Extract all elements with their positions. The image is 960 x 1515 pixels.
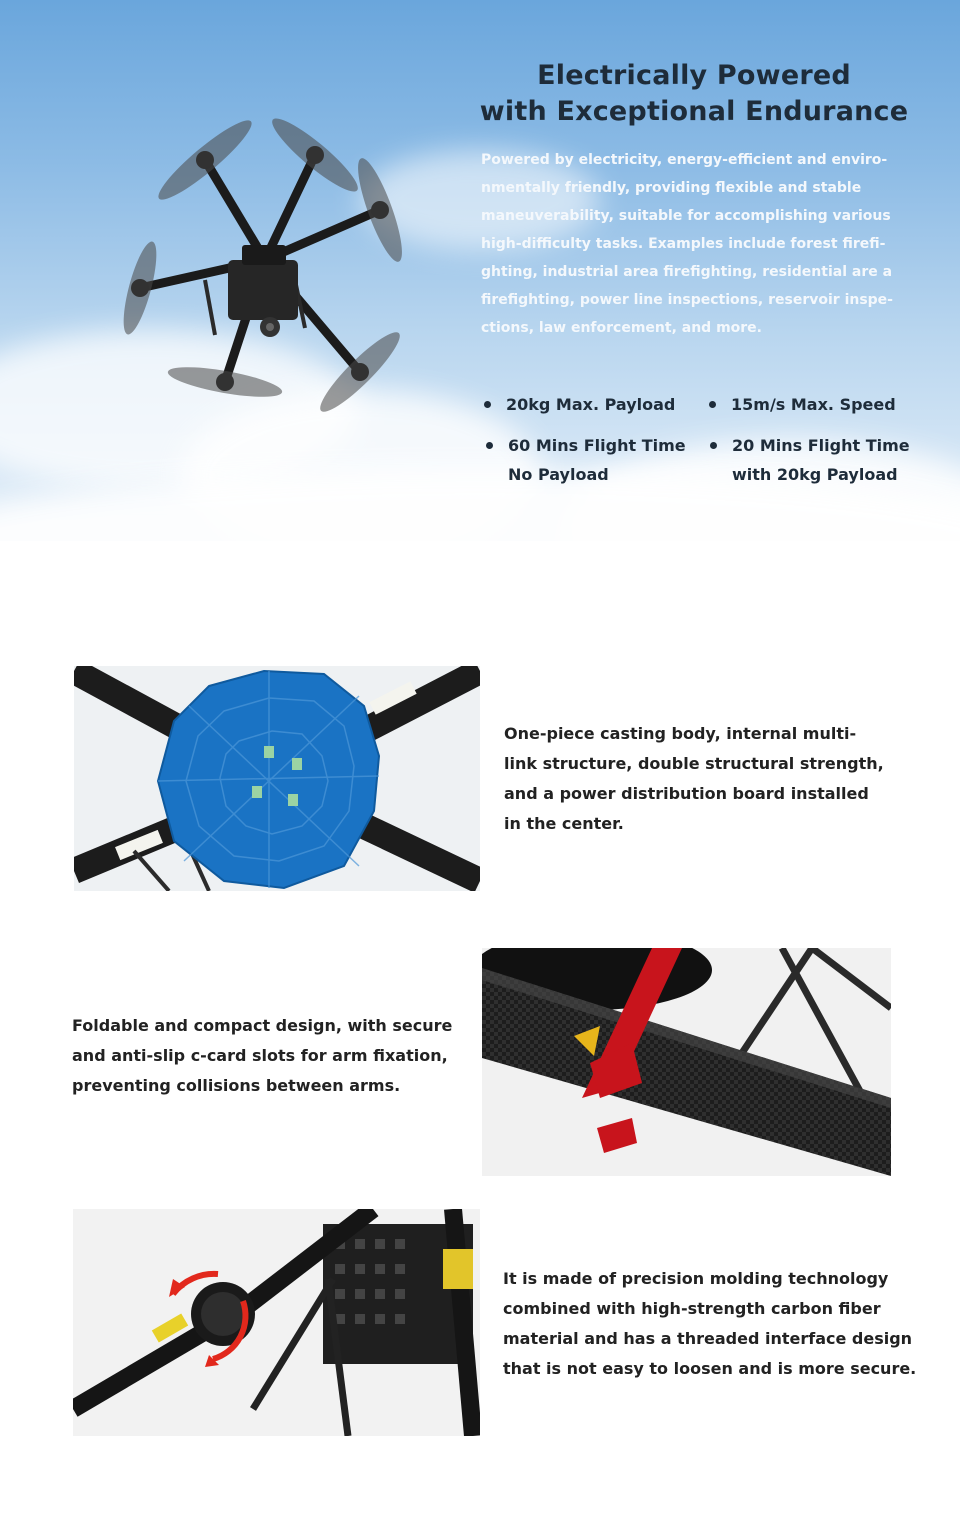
spec-text: No Payload <box>508 465 609 484</box>
spec-text: with 20kg Payload <box>732 465 898 484</box>
hero-description <box>481 146 921 342</box>
hero-description-line: nmentally friendly, providing flexible and stable <box>481 180 862 196</box>
hexacopter-drone-image <box>110 100 420 420</box>
hero-banner <box>0 0 960 541</box>
bullet-icon <box>486 442 493 449</box>
feature-1-text <box>504 719 884 839</box>
drone-center-body-image <box>74 666 480 891</box>
feature-line: It is made of precision molding technology <box>503 1269 889 1288</box>
feature-2-text <box>72 1011 452 1101</box>
carbon-arm-clip-image <box>482 948 891 1176</box>
spec-item-flight-time-with-payload <box>708 431 910 489</box>
feature-line: link structure, double structural strength, <box>504 754 884 773</box>
bullet-icon <box>710 442 717 449</box>
hero-title-line: Electrically Powered <box>537 60 851 91</box>
hero-description-line: ghting, industrial area firefighting, residential are a <box>481 264 893 280</box>
hero-title <box>474 58 914 130</box>
feature-line: in the center. <box>504 814 624 833</box>
hero-description-line: high-difficulty tasks. Examples include forest firefi- <box>481 236 886 252</box>
spec-text: 20kg Max. Payload <box>506 395 676 414</box>
bullet-icon <box>484 401 491 408</box>
feature-line: Foldable and compact design, with secure <box>72 1016 453 1035</box>
bullet-icon <box>709 401 716 408</box>
feature-line: One-piece casting body, internal multi- <box>504 724 857 743</box>
spec-item-flight-time-no-payload <box>484 431 686 489</box>
hero-description-line: ctions, law enforcement, and more. <box>481 320 762 336</box>
hero-description-line: maneuverability, suitable for accomplishing various <box>481 208 891 224</box>
threaded-arm-joint-image <box>73 1209 480 1436</box>
spec-text: 20 Mins Flight Time <box>732 436 910 455</box>
feature-line: combined with high-strength carbon fiber <box>503 1299 881 1318</box>
spec-text: 15m/s Max. Speed <box>731 395 896 414</box>
spec-item-payload <box>482 390 675 419</box>
feature-3-text <box>503 1264 916 1384</box>
feature-line: that is not easy to loosen and is more secure. <box>503 1359 917 1378</box>
spec-text: 60 Mins Flight Time <box>508 436 686 455</box>
feature-line: and a power distribution board installed <box>504 784 869 803</box>
spec-item-speed <box>707 390 896 419</box>
feature-line: preventing collisions between arms. <box>72 1076 401 1095</box>
feature-line: and anti-slip c-card slots for arm fixation, <box>72 1046 448 1065</box>
hero-description-line: Powered by electricity, energy-efficient and enviro- <box>481 152 888 168</box>
hero-description-line: firefighting, power line inspections, reservoir inspe- <box>481 292 893 308</box>
feature-line: material and has a threaded interface design <box>503 1329 913 1348</box>
hero-title-line: with Exceptional Endurance <box>479 96 909 127</box>
